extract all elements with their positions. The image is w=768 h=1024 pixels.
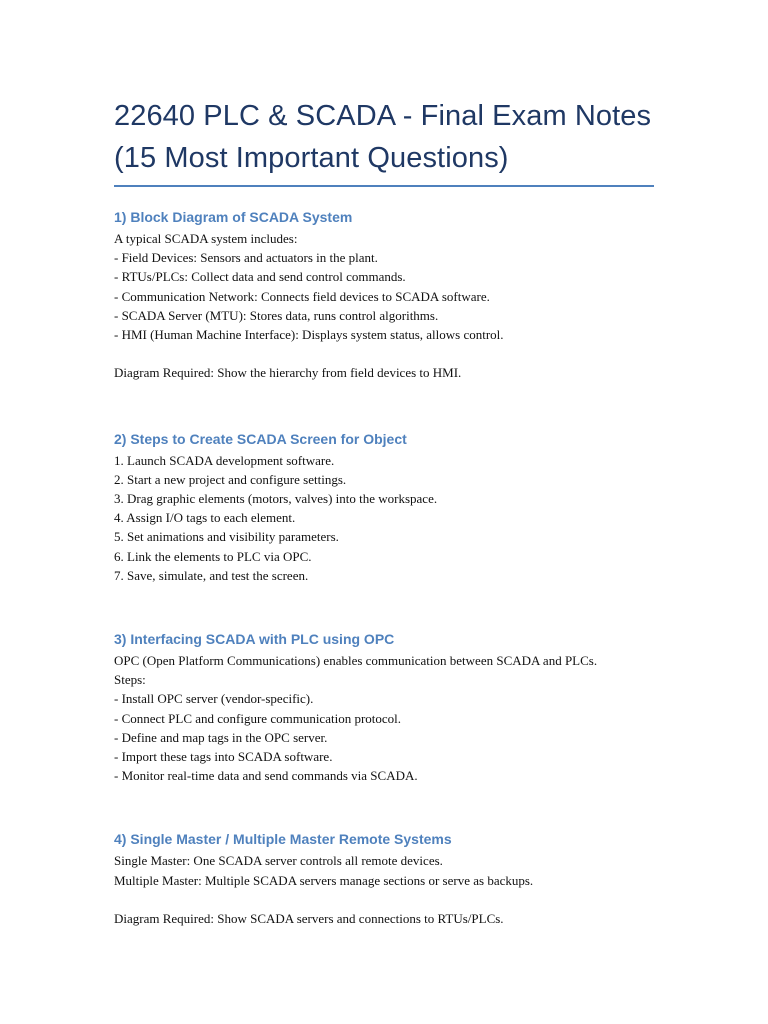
section-heading: 2) Steps to Create SCADA Screen for Object xyxy=(114,430,407,447)
text-line: 3. Drag graphic elements (motors, valves) into the workspace. xyxy=(114,491,438,507)
title-line-1: 22640 PLC & SCADA - Final Exam Notes xyxy=(114,100,652,132)
text-line: 1. Launch SCADA development software. xyxy=(114,452,335,468)
text-line: Steps: xyxy=(114,672,146,688)
text-line: - SCADA Server (MTU): Stores data, runs control algorithms. xyxy=(114,307,439,323)
text-line: 7. Save, simulate, and test the screen. xyxy=(114,567,309,583)
document-page xyxy=(114,0,654,928)
text-line: Diagram Required: Show the hierarchy from field devices to HMI. xyxy=(114,365,462,381)
text-line: Multiple Master: Multiple SCADA servers manage sections or serve as backups. xyxy=(114,872,534,888)
blank-line xyxy=(114,890,654,909)
text-line: - Import these tags into SCADA software. xyxy=(114,749,333,765)
section-opc-interfacing xyxy=(114,629,654,785)
text-line: Single Master: One SCADA server controls all remote devices. xyxy=(114,853,443,869)
section-heading: 4) Single Master / Multiple Master Remote Systems xyxy=(114,831,452,848)
section-create-screen xyxy=(114,429,654,585)
title-line-2: (15 Most Important Questions) xyxy=(114,142,509,174)
text-line: 6. Link the elements to PLC via OPC. xyxy=(114,548,312,564)
text-line: - Install OPC server (vendor-specific). xyxy=(114,691,314,707)
text-line: A typical SCADA system includes: xyxy=(114,231,298,246)
text-line: - Field Devices: Sensors and actuators in the plant. xyxy=(114,250,378,266)
text-line: OPC (Open Platform Communications) enables communication between SCADA and PLCs. xyxy=(114,653,598,669)
document-title xyxy=(114,0,654,179)
text-line: - Communication Network: Connects field devices to SCADA software. xyxy=(114,288,490,304)
blank-line xyxy=(114,344,654,363)
text-line: 5. Set animations and visibility parameters. xyxy=(114,529,339,545)
text-line: - Define and map tags in the OPC server. xyxy=(114,729,328,745)
title-underline xyxy=(114,185,654,187)
section-block-diagram xyxy=(114,207,654,383)
text-line: 2. Start a new project and configure settings. xyxy=(114,471,347,487)
text-line: - HMI (Human Machine Interface): Displays system status, allows control. xyxy=(114,327,504,343)
text-line: 4. Assign I/O tags to each element. xyxy=(114,510,296,526)
text-line: Diagram Required: Show SCADA servers and connections to RTUs/PLCs. xyxy=(114,911,504,927)
section-master-systems xyxy=(114,829,654,928)
text-line: - RTUs/PLCs: Collect data and send control commands. xyxy=(114,269,406,285)
section-heading: 1) Block Diagram of SCADA System xyxy=(114,209,353,225)
text-line: - Monitor real-time data and send commands via SCADA. xyxy=(114,768,418,784)
text-line: - Connect PLC and configure communication protocol. xyxy=(114,710,402,726)
section-heading: 3) Interfacing SCADA with PLC using OPC xyxy=(114,631,395,648)
